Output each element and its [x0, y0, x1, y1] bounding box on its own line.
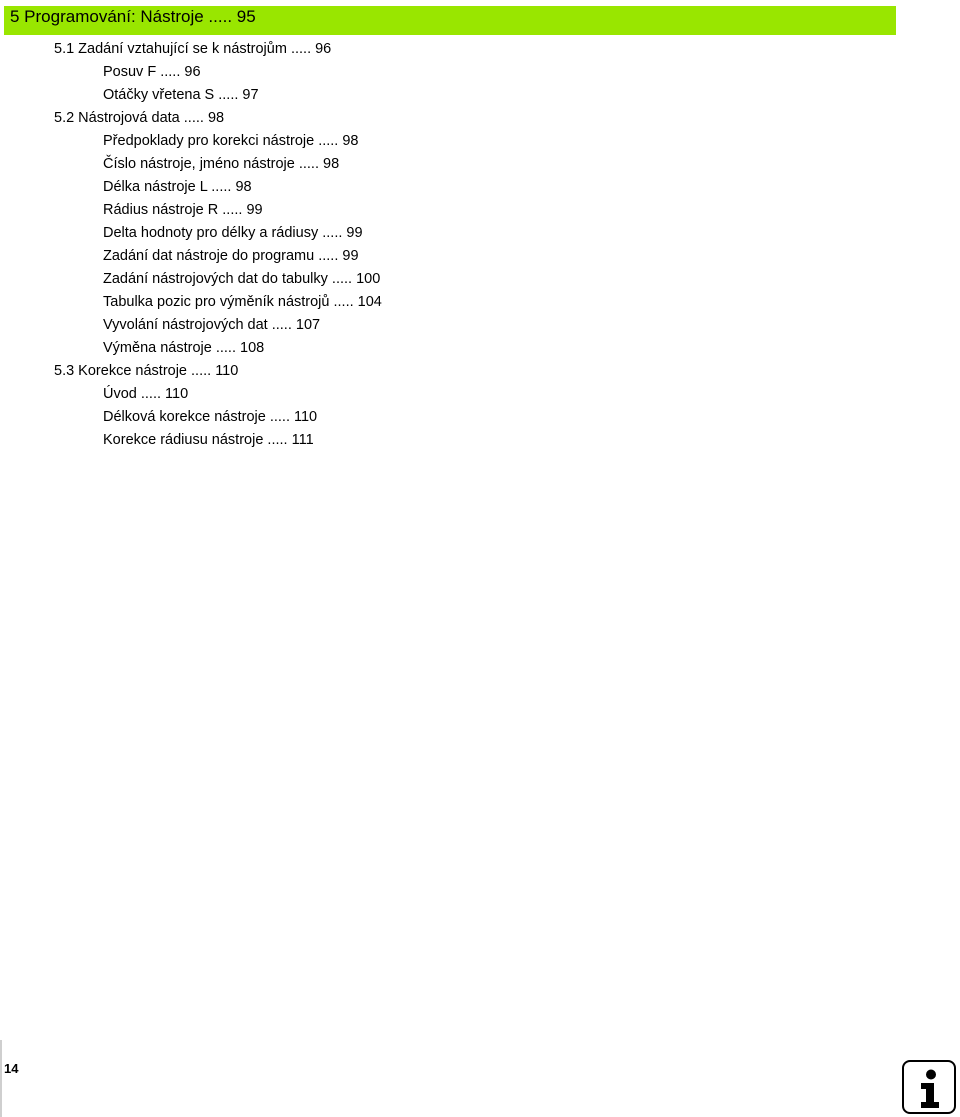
toc-entry-otacky-vretena[interactable]: Otáčky vřetena S ..... 97	[103, 87, 259, 103]
toc-entry-delka-nastroje[interactable]: Délka nástroje L ..... 98	[103, 179, 252, 195]
toc-entry-radius-nastroje[interactable]: Rádius nástroje R ..... 99	[103, 202, 263, 218]
toc-entry-vyvolani-dat[interactable]: Vyvolání nástrojových dat ..... 107	[103, 317, 321, 333]
chapter-title[interactable]: 5 Programování: Nástroje ..... 95	[10, 7, 256, 26]
toc-entry-korekce-radiusu[interactable]: Korekce rádiusu nástroje ..... 111	[103, 432, 314, 448]
toc-entry-cislo-nastroje[interactable]: Číslo nástroje, jméno nástroje ..... 98	[103, 156, 340, 172]
toc-entry-tabulka-pozic[interactable]: Tabulka pozic pro výměník nástrojů ..... 104	[103, 294, 382, 310]
toc-entry-delkova-korekce[interactable]: Délková korekce nástroje ..... 110	[103, 409, 318, 425]
toc-entry-uvod[interactable]: Úvod ..... 110	[103, 386, 189, 402]
toc-entry-5-3[interactable]: 5.3 Korekce nástroje ..... 110	[54, 363, 239, 379]
toc-entry-5-1[interactable]: 5.1 Zadání vztahující se k nástrojům ..... 96	[54, 41, 332, 57]
toc-entry-zadani-dat-programu[interactable]: Zadání dat nástroje do programu ..... 99	[103, 248, 359, 264]
toc-entry-posuv-f[interactable]: Posuv F ..... 96	[103, 64, 201, 80]
page-edge-rule	[0, 1040, 2, 1117]
info-icon	[902, 1060, 956, 1114]
page-number: 14	[4, 1061, 19, 1076]
toc-entry-predpoklady[interactable]: Předpoklady pro korekci nástroje ..... 98	[103, 133, 359, 149]
toc-entry-delta-hodnoty[interactable]: Delta hodnoty pro délky a rádiusy ..... 99	[103, 225, 363, 241]
toc-entry-5-2[interactable]: 5.2 Nástrojová data ..... 98	[54, 110, 225, 126]
info-icon-glyph	[904, 1062, 954, 1112]
toc-entry-vymena-nastroje[interactable]: Výměna nástroje ..... 108	[103, 340, 265, 356]
toc-entry-zadani-dat-tabulky[interactable]: Zadání nástrojových dat do tabulky ..... 100	[103, 271, 381, 287]
